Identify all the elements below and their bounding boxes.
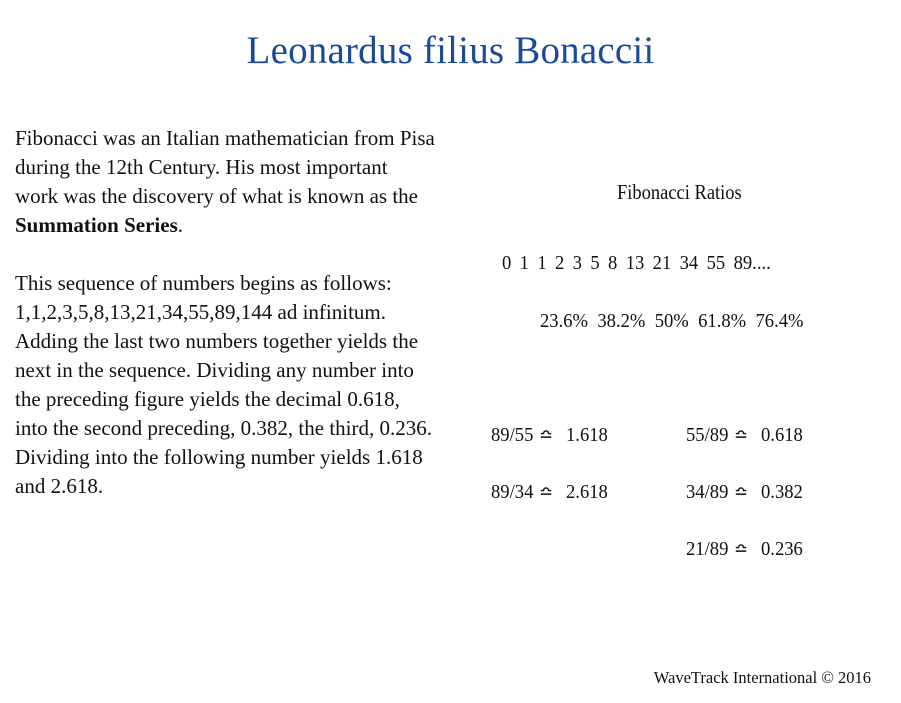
ratio-value: 0.382	[761, 481, 803, 503]
sequence-number: 21	[652, 252, 672, 274]
ratio-value: 0.618	[761, 424, 803, 446]
sequence-number: 3	[572, 252, 582, 274]
ratio-fraction: 89/34	[491, 481, 534, 503]
fibonacci-sequence	[502, 252, 779, 275]
fibonacci-percentages	[540, 310, 813, 333]
intro-p1-end: .	[177, 213, 183, 237]
approx-equal-icon: ≏	[538, 425, 553, 445]
percentage-value: 61.8%	[698, 310, 747, 332]
page-title: Leonardus filius Bonaccii	[246, 29, 655, 72]
sequence-number: 2	[555, 252, 565, 274]
percentage-value: 23.6%	[540, 310, 589, 332]
intro-paragraph-2: This sequence of numbers begins as follows: 1,1,2,3,5,8,13,21,34,55,89,144 ad infinitum. Adding the last two numbers together yields the next in the sequence. Dividing any number into the preceding figure yields the decimal 0.618, into the second preceding, 0.382, the third, 0.236. Dividing into the following number yields 1.618 and 2.618.	[15, 271, 432, 498]
approx-equal-icon: ≏	[733, 425, 748, 445]
ratio-row	[686, 481, 803, 504]
ratio-fraction: 21/89	[686, 538, 729, 560]
sequence-number: 13	[625, 252, 645, 274]
ratio-row	[491, 481, 608, 504]
ratio-row	[686, 424, 803, 447]
intro-paragraph-1	[15, 124, 435, 240]
ratio-value: 2.618	[566, 481, 608, 503]
ratios-heading: Fibonacci Ratios	[617, 180, 742, 204]
ratio-row	[491, 424, 608, 447]
ratio-value: 1.618	[566, 424, 608, 446]
sequence-number: 0	[502, 252, 512, 274]
approx-equal-icon: ≏	[733, 482, 748, 502]
summation-series-term: Summation Series	[15, 213, 178, 237]
sequence-number: 5	[590, 252, 600, 274]
sequence-number: 34	[679, 252, 699, 274]
sequence-number: 1	[519, 252, 529, 274]
approx-equal-icon: ≏	[538, 482, 553, 502]
intro-p1-text: Fibonacci was an Italian mathematician from Pisa during the 12th Century. His most important work was the discovery of what is known as the	[15, 126, 435, 208]
percentage-value: 38.2%	[597, 310, 646, 332]
intro-text	[15, 124, 435, 501]
percentage-value: 50%	[654, 310, 689, 332]
sequence-number: 1	[537, 252, 547, 274]
ratio-value: 0.236	[761, 538, 803, 560]
percentage-value: 76.4%	[755, 310, 804, 332]
approx-equal-icon: ≏	[733, 539, 748, 559]
ratio-row	[686, 538, 803, 561]
ratio-fraction: 34/89	[686, 481, 729, 503]
ratio-fraction: 55/89	[686, 424, 729, 446]
sequence-number: 55	[706, 252, 726, 274]
sequence-number: 8	[608, 252, 618, 274]
sequence-number: 89....	[733, 252, 771, 274]
copyright-footer: WaveTrack International © 2016	[653, 668, 871, 687]
ratio-fraction: 89/55	[491, 424, 534, 446]
